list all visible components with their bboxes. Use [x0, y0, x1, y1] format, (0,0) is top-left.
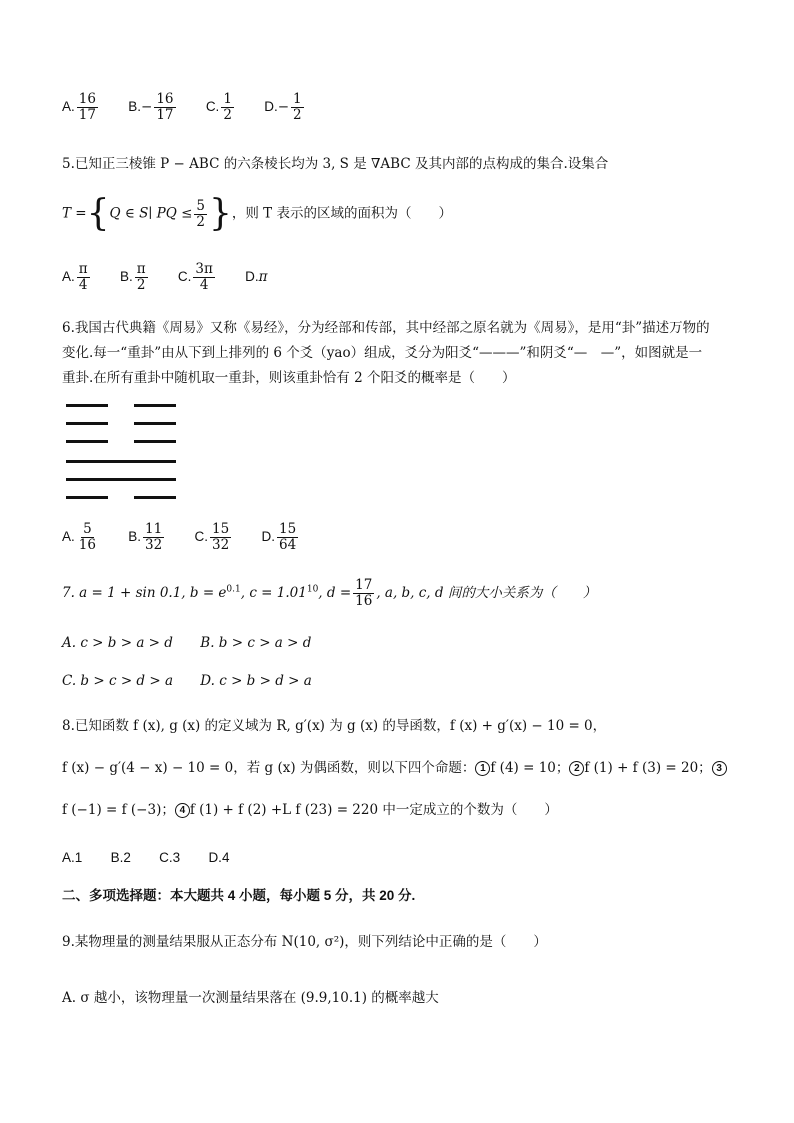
q8-stem-line-2: f (x) − g′(4 − x) − 10 = 0，若 g (x) 为偶函数，则以下四个命题： 1 f (4) = 10； 2 f (1) + f (3) = 20； 3 [62, 758, 727, 778]
q8-stem-line-3: f (−1) = f (−3)； 4 f (1) + f (2) +L f (23) = 220 中一定成立的个数为（ ） [62, 802, 558, 818]
section-heading: 二、多项选择题：本大题共 4 小题，每小题 5 分，共 20 分. [62, 888, 416, 903]
hexagram-line-1-left [66, 404, 108, 407]
hexagram-line-3-right [134, 440, 176, 443]
q7-option-a: A. c > b > a > d [62, 635, 173, 651]
q7-stem: 7. a = 1 + sin 0.1, $b = e^{0.1}$, $c = 1.01^{10}$, d = $\frac{17}{16}$ , a, b, c, d 间的大小关系为（ ） [62, 577, 597, 609]
q5-set-definition: T ={Q ∈ S∣ PQ ≤ $\frac{5}{2}$ }，则 T 表示的区域的面积为（ ） [62, 193, 452, 234]
hexagram-line-1-right [134, 404, 176, 407]
q5-option-d: D.π [245, 269, 268, 285]
q4-option-d: D.− $\frac{1}{2}$ [264, 91, 302, 123]
q9-option-a: A. σ 越小，该物理量一次测量结果落在 (9.9,10.1) 的概率越大 [62, 990, 439, 1006]
hexagram-line-2-right [134, 422, 176, 425]
q6-option-b: B. $\frac{11}{32}$ [128, 521, 163, 553]
circled-4-icon: 4 [175, 803, 190, 818]
q8-option-a: A.1 [62, 850, 83, 865]
hexagram-line-3-left [66, 440, 108, 443]
q5-option-a: A. $\frac{\pi}{4}$ [62, 261, 88, 293]
q5-options [62, 262, 292, 293]
q6-option-d: D. $\frac{15}{64}$ [261, 521, 297, 553]
q8-option-c: C.3 [159, 850, 181, 865]
q5-stem: 5.已知正三棱锥 P − ABC 的六条棱长均为 3, S 是 ∇ABC 及其内部的点构成的集合.设集合 [62, 156, 609, 172]
q8-option-b: B.2 [110, 850, 131, 865]
circled-2-icon: 2 [569, 761, 584, 776]
q6-options [62, 522, 324, 553]
q7-option-c: C. b > c > d > a [62, 673, 174, 689]
q9-stem: 9.某物理量的测量结果服从正态分布 N(10, σ²)，则下列结论中正确的是（ ） [62, 934, 547, 950]
q7-options-row-2 [62, 671, 336, 691]
q7-options-row-1 [62, 633, 335, 653]
q7-option-b: B. b > c > a > d [200, 635, 312, 651]
hexagram-figure [66, 404, 176, 504]
q8-option-d: D.4 [208, 850, 230, 865]
q6-stem-line-1: 6.我国古代典籍《周易》又称《易经》，分为经部和传部，其中经部之原名就为《周易》，是用“卦”描述万物的 [62, 320, 710, 336]
q4-option-b: B.− $\frac{16}{17}$ [128, 91, 174, 123]
hexagram-line-6-left [66, 496, 108, 499]
hexagram-line-6-right [134, 496, 176, 499]
q5-option-b: B. $\frac{\pi}{2}$ [119, 261, 146, 293]
q8-options [62, 848, 253, 868]
hexagram-line-2-left [66, 422, 108, 425]
q5-option-c: C. $\frac{3\pi}{4}$ [177, 261, 213, 293]
q4-option-c: C. $\frac{1}{2}$ [205, 91, 232, 123]
q6-option-c: C. $\frac{15}{32}$ [194, 521, 230, 553]
circled-3-icon: 3 [712, 761, 727, 776]
q8-stem-line-1: 8.已知函数 f (x), g (x) 的定义域为 R, g′(x) 为 g (x) 的导函数，f (x) + g′(x) − 10 = 0， [62, 718, 607, 734]
hexagram-line-4-yang [66, 460, 176, 463]
q6-stem-line-2: 变化.每一“重卦”由从下到上排列的 6 个爻（yao）组成，爻分为阳爻“———”和阴爻“— —”，如图就是一 [62, 345, 703, 361]
circled-1-icon: 1 [475, 761, 490, 776]
q6-option-a: A. $\frac{5}{16}$ [62, 521, 96, 553]
q4-option-a: A. $\frac{16}{17}$ [62, 91, 96, 123]
q4-options [62, 92, 330, 123]
q7-option-d: D. c > b > d > a [200, 673, 312, 689]
hexagram-line-5-yang [66, 478, 176, 481]
q6-stem-line-3: 重卦.在所有重卦中随机取一重卦，则该重卦恰有 2 个阳爻的概率是（ ） [62, 370, 516, 386]
